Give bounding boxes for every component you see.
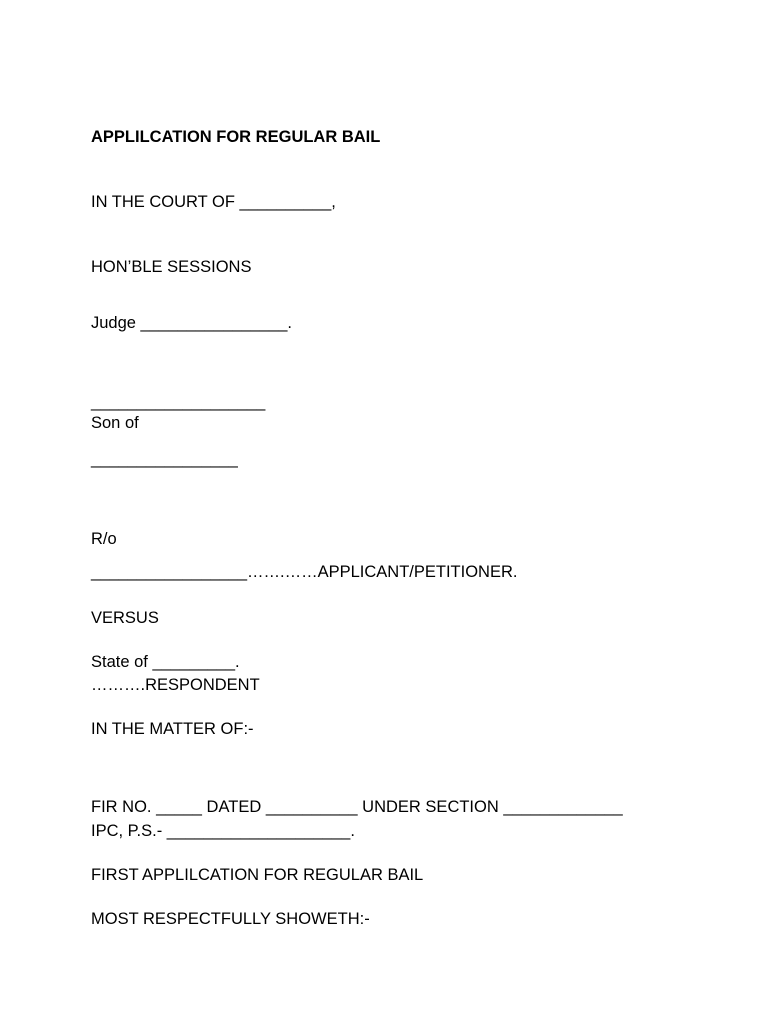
- ipc-line: IPC, P.S.- ____________________.: [91, 822, 355, 840]
- applicant-name-blank: ___________________: [91, 393, 266, 411]
- son-of-label: Son of: [91, 414, 139, 432]
- first-application-line: FIRST APPLILCATION FOR REGULAR BAIL: [91, 866, 424, 884]
- court-line: IN THE COURT OF __________,: [91, 193, 336, 211]
- document-title: APPLILCATION FOR REGULAR BAIL: [91, 128, 381, 146]
- versus-label: VERSUS: [91, 609, 159, 627]
- applicant-petitioner-line: _________________…….……APPLICANT/PETITIONER.: [91, 563, 518, 581]
- fir-line: FIR NO. _____ DATED __________ UNDER SECTION _____________: [91, 798, 623, 816]
- respondent-line: ……….RESPONDENT: [91, 676, 260, 694]
- showeth-line: MOST RESPECTFULLY SHOWETH:-: [91, 910, 370, 928]
- sessions-line: HON’BLE SESSIONS: [91, 258, 252, 276]
- state-line: State of _________.: [91, 653, 240, 671]
- father-name-blank: ________________: [91, 450, 238, 468]
- matter-line: IN THE MATTER OF:-: [91, 720, 254, 738]
- judge-line: Judge ________________.: [91, 314, 292, 332]
- residence-label: R/o: [91, 530, 117, 548]
